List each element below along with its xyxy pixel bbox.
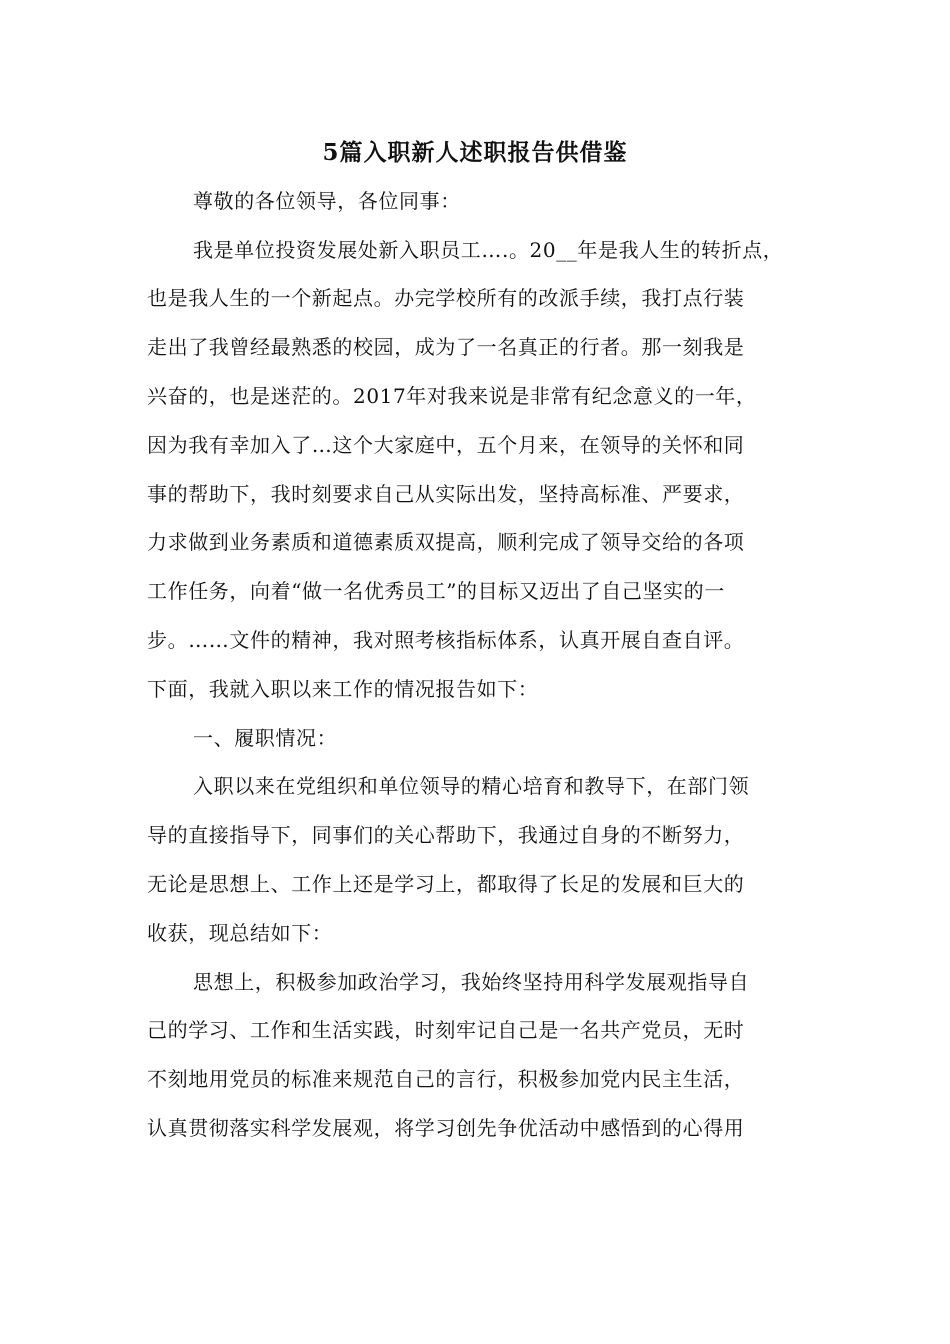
paragraph-line: 走出了我曾经最熟悉的校园，成为了一名真正的行者。那一刻我是	[147, 335, 745, 359]
paragraph-line: 我是单位投资发展处新入职员工….。20__年是我人生的转折点，	[193, 238, 784, 262]
paragraph-line: 力求做到业务素质和道德素质双提高，顺利完成了领导交给的各项	[147, 530, 745, 554]
paragraph-line: 因为我有幸加入了…这个大家庭中，五个月来，在领导的关怀和同	[147, 433, 745, 457]
section-heading: 一、履职情况：	[193, 726, 338, 750]
paragraph-line: 入职以来在党组织和单位领导的精心培育和教导下，在部门领	[193, 774, 750, 798]
document-title: 5篇入职新人述职报告供借鉴	[322, 139, 628, 166]
paragraph-line: 认真贯彻落实科学发展观，将学习创先争优活动中感悟到的心得用	[147, 1116, 745, 1140]
paragraph-line: 收获，现总结如下：	[147, 921, 333, 945]
paragraph-line: 兴奋的，也是迷茫的。2017年对我来说是非常有纪念意义的一年，	[147, 384, 757, 408]
paragraph-line: 也是我人生的一个新起点。办完学校所有的改派手续，我打点行装	[147, 286, 745, 310]
paragraph-line: 不刻地用党员的标准来规范自己的言行，积极参加党内民主生活，	[147, 1067, 745, 1091]
paragraph-line: 思想上，积极参加政治学习，我始终坚持用科学发展观指导自	[193, 970, 750, 994]
paragraph-line: 无论是思想上、工作上还是学习上，都取得了长足的发展和巨大的	[147, 872, 745, 896]
paragraph-line: 下面，我就入职以来工作的情况报告如下：	[147, 677, 539, 701]
paragraph-line: 己的学习、工作和生活实践，时刻牢记自己是一名共产党员，无时	[147, 1018, 745, 1042]
paragraph-line: 导的直接指导下，同事们的关心帮助下，我通过自身的不断努力，	[147, 823, 745, 847]
paragraph-line: 工作任务，向着“做一名优秀员工”的目标又迈出了自己坚实的一	[147, 579, 725, 603]
paragraph-line: 事的帮助下，我时刻要求自己从实际出发，坚持高标准、严要求，	[147, 482, 745, 506]
salutation: 尊敬的各位领导，各位同事：	[193, 189, 461, 213]
paragraph-line: 步。……文件的精神，我对照考核指标体系，认真开展自查自评。	[147, 628, 745, 652]
